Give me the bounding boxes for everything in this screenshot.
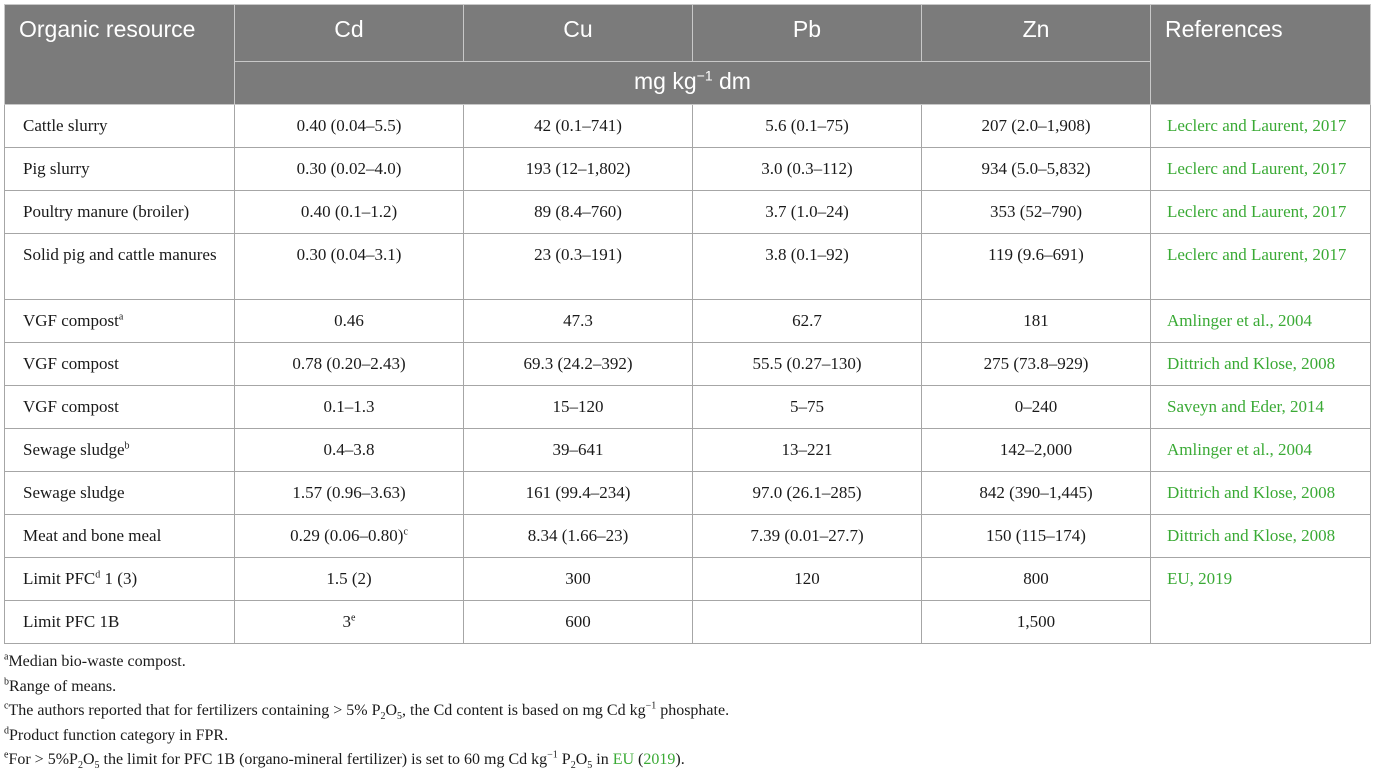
cd-cell: 0.40 (0.04–5.5)	[235, 105, 464, 148]
footnote-mark: d	[95, 569, 101, 581]
zn-cell: 119 (9.6–691)	[922, 234, 1151, 300]
table-row	[5, 343, 1371, 386]
heavy-metal-table	[4, 4, 1371, 644]
pb-cell: 5–75	[693, 386, 922, 429]
cd-cell: 1.57 (0.96–3.63)	[235, 472, 464, 515]
cd-cell: 0.1–1.3	[235, 386, 464, 429]
pb-cell: 13–221	[693, 429, 922, 472]
resource-cell: Poultry manure (broiler)	[5, 191, 235, 234]
resource-cell: VGF compost$^a$	[5, 300, 235, 343]
table-row	[5, 300, 1371, 343]
reference-link[interactable]: Leclerc and Laurent, 2017	[1151, 148, 1371, 191]
cu-cell: 23 (0.3–191)	[464, 234, 693, 300]
footnote-mark: a	[118, 311, 124, 323]
header-references: References	[1151, 5, 1371, 105]
resource-cell: Sewage sludge$^b$	[5, 429, 235, 472]
cd-cell: 0.78 (0.20–2.43)	[235, 343, 464, 386]
cu-cell: 89 (8.4–760)	[464, 191, 693, 234]
cd-cell: 0.30 (0.04–3.1)	[235, 234, 464, 300]
cu-cell: 600	[464, 601, 693, 644]
reference-link[interactable]: Dittrich and Klose, 2008	[1151, 515, 1371, 558]
pb-cell	[693, 601, 922, 644]
header-pb: Pb	[693, 5, 922, 62]
reference-link-year[interactable]: 2019	[643, 751, 676, 768]
footnote-b: $^b$Range of means.	[4, 676, 117, 695]
table-row	[5, 472, 1371, 515]
pb-cell: 5.6 (0.1–75)	[693, 105, 922, 148]
footnote-mark: e	[351, 612, 356, 624]
zn-cell: 934 (5.0–5,832)	[922, 148, 1151, 191]
cd-cell: 0.4–3.8	[235, 429, 464, 472]
reference-link[interactable]: Amlinger et al., 2004	[1151, 429, 1371, 472]
pb-cell: 55.5 (0.27–130)	[693, 343, 922, 386]
cu-cell: 161 (99.4–234)	[464, 472, 693, 515]
table-row	[5, 515, 1371, 558]
zn-cell: 842 (390–1,445)	[922, 472, 1151, 515]
footnote-c: $^c$The authors reported that for fertilizers containing > 5% $P_2O_5$, the Cd content is based on mg Cd $kg^{-1}$ phosphate.	[4, 700, 730, 723]
zn-cell: 275 (73.8–929)	[922, 343, 1151, 386]
reference-link[interactable]: Leclerc and Laurent, 2017	[1151, 234, 1371, 300]
cd-cell: 3e	[235, 601, 464, 644]
cu-cell: 69.3 (24.2–392)	[464, 343, 693, 386]
zn-cell: 0–240	[922, 386, 1151, 429]
cu-cell: 15–120	[464, 386, 693, 429]
resource-cell: Meat and bone meal	[5, 515, 235, 558]
header-organic-resource: Organic resource	[5, 5, 235, 105]
resource-cell: VGF compost	[5, 343, 235, 386]
footnotes	[4, 650, 1370, 773]
cd-cell: 0.40 (0.1–1.2)	[235, 191, 464, 234]
pb-cell: 7.39 (0.01–27.7)	[693, 515, 922, 558]
pb-cell: 120	[693, 558, 922, 601]
table-container	[4, 4, 1370, 773]
zn-cell: 1,500	[922, 601, 1151, 644]
header-cu: Cu	[464, 5, 693, 62]
pb-cell: 3.8 (0.1–92)	[693, 234, 922, 300]
table-row	[5, 386, 1371, 429]
cu-cell: 193 (12–1,802)	[464, 148, 693, 191]
table-row	[5, 429, 1371, 472]
reference-link[interactable]: Leclerc and Laurent, 2017	[1151, 191, 1371, 234]
cu-cell: 39–641	[464, 429, 693, 472]
reference-link-eu[interactable]: EU	[612, 751, 635, 768]
cu-cell: 8.34 (1.66–23)	[464, 515, 693, 558]
pb-cell: 97.0 (26.1–285)	[693, 472, 922, 515]
resource-cell: Limit PFC 1B	[5, 601, 235, 644]
cd-cell: 0.46	[235, 300, 464, 343]
resource-cell: Pig slurry	[5, 148, 235, 191]
header-unit: mg $kg^{-1}$ dm	[235, 62, 1151, 105]
cd-cell: 0.30 (0.02–4.0)	[235, 148, 464, 191]
cu-cell: 42 (0.1–741)	[464, 105, 693, 148]
table-row	[5, 105, 1371, 148]
cd-cell: 1.5 (2)	[235, 558, 464, 601]
zn-cell: 181	[922, 300, 1151, 343]
resource-cell: VGF compost	[5, 386, 235, 429]
reference-link[interactable]: Dittrich and Klose, 2008	[1151, 343, 1371, 386]
table-row	[5, 148, 1371, 191]
footnote-mark: b	[124, 440, 130, 452]
footnote-mark: c	[403, 526, 408, 538]
cd-cell: 0.29 $(0.06-0.80)^c$	[235, 515, 464, 558]
cu-cell: 47.3	[464, 300, 693, 343]
zn-cell: 800	[922, 558, 1151, 601]
limit-row	[5, 558, 1371, 601]
resource-cell: Limit PFC$^d$ 1 (3)	[5, 558, 235, 601]
header-cd: Cd	[235, 5, 464, 62]
footnote-e: $^eFor > 5\%P_2O_5$ the limit for PFC 1B (organo-mineral fertilizer) is set to 60 mg Cd $kg^{-1}$ $P_2O_5$ in EU (2019).	[4, 749, 685, 772]
zn-cell: 150 (115–174)	[922, 515, 1151, 558]
zn-cell: 353 (52–790)	[922, 191, 1151, 234]
pb-cell: 3.0 (0.3–112)	[693, 148, 922, 191]
cu-cell: 300	[464, 558, 693, 601]
zn-cell: 142–2,000	[922, 429, 1151, 472]
reference-link[interactable]: Leclerc and Laurent, 2017	[1151, 105, 1371, 148]
resource-cell: Sewage sludge	[5, 472, 235, 515]
reference-link[interactable]: Saveyn and Eder, 2014	[1151, 386, 1371, 429]
reference-link[interactable]: Amlinger et al., 2004	[1151, 300, 1371, 343]
footnote-d: $^d$Product function category in FPR.	[4, 725, 229, 744]
reference-link[interactable]: EU, 2019	[1151, 558, 1371, 644]
reference-link[interactable]: Dittrich and Klose, 2008	[1151, 472, 1371, 515]
pb-cell: 62.7	[693, 300, 922, 343]
resource-cell: Cattle slurry	[5, 105, 235, 148]
pb-cell: 3.7 (1.0–24)	[693, 191, 922, 234]
footnote-a: $^a$Median bio-waste compost.	[4, 651, 186, 670]
header-zn: Zn	[922, 5, 1151, 62]
table-row	[5, 191, 1371, 234]
resource-cell: Solid pig and cattle manures	[5, 234, 235, 300]
table-row	[5, 234, 1371, 300]
zn-cell: 207 (2.0–1,908)	[922, 105, 1151, 148]
